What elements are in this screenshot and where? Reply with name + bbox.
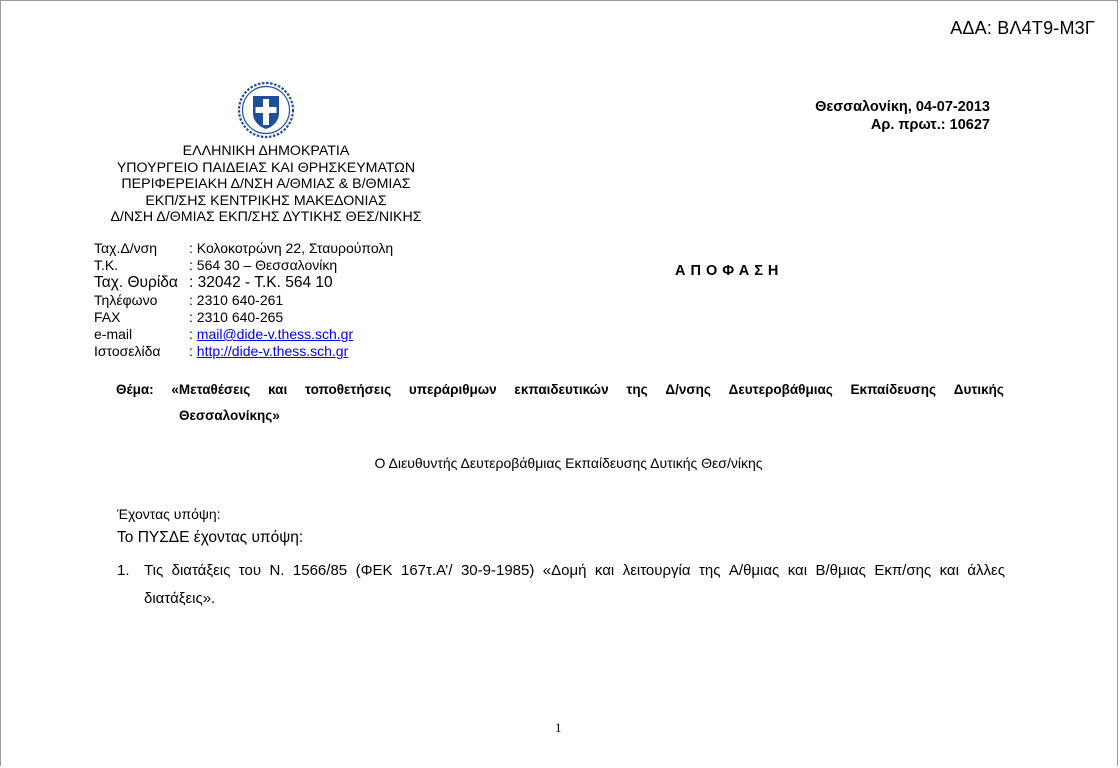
- contact-label: Ταχ.Δ/νση: [94, 240, 158, 256]
- subject-word: της: [626, 382, 648, 397]
- item-word: λειτουργία: [622, 562, 691, 579]
- org-line: ΠΕΡΙΦΕΡΕΙΑΚΗ Δ/ΝΣΗ Α/ΘΜΙΑΣ & Β/ΘΜΙΑΣ: [121, 176, 411, 193]
- subject-word: Θέμα:: [116, 382, 154, 397]
- subject-word: εκπαιδευτικών: [514, 382, 609, 397]
- item-word: 167τ.Α’/: [401, 562, 453, 579]
- item-word: «Δομή: [542, 562, 587, 579]
- item-word: Εκπ/σης: [874, 562, 932, 579]
- contact-value: : 32042 - Τ.Κ. 564 10: [189, 274, 333, 291]
- item-word: (ΦΕΚ: [355, 562, 393, 579]
- item-word: του: [238, 562, 262, 579]
- list-item: [117, 557, 1005, 613]
- contact-colon: :: [189, 326, 197, 342]
- contact-row-email: [94, 326, 393, 343]
- subject-line-2: Θεσσαλονίκης»: [179, 408, 280, 423]
- item-word: της: [698, 562, 721, 579]
- contact-label: Τ.Κ.: [94, 257, 119, 273]
- contact-value: : 2310 640-261: [189, 292, 284, 308]
- org-line: ΕΛΛΗΝΙΚΗ ΔΗΜΟΚΡΑΤΙΑ: [182, 143, 350, 159]
- item-word: άλλες: [967, 562, 1005, 579]
- contact-row-fax: [94, 309, 393, 326]
- contact-label: Τηλέφωνο: [94, 292, 158, 308]
- item-word: και: [594, 562, 615, 579]
- org-line: Δ/ΝΣΗ Δ/ΘΜΙΑΣ ΕΚΠ/ΣΗΣ ΔΥΤΙΚΗΣ ΘΕΣ/ΝΙΚΗΣ: [110, 209, 422, 226]
- director-heading: Ο Διευθυντής Δευτεροβάθμιας Εκπαίδευσης Δυτικής Θεσ/νίκης: [374, 455, 763, 471]
- item-word: Β/θμιας: [815, 562, 866, 579]
- item-word: 30-9-1985): [460, 562, 535, 579]
- subject-word: Δυτικής: [953, 382, 1004, 397]
- org-line: ΥΠΟΥΡΓΕΙΟ ΠΑΙΔΕΙΑΣ ΚΑΙ ΘΡΗΣΚΕΥΜΑΤΩΝ: [116, 159, 416, 176]
- greek-coat-of-arms-icon: [236, 80, 296, 140]
- subject-word: τοποθετήσεις: [304, 382, 392, 397]
- item-word: 1566/85: [292, 562, 348, 579]
- subject-word: και: [268, 382, 288, 397]
- place-date: Θεσσαλονίκη, 04-07-2013: [815, 99, 990, 115]
- subject-line-1: [116, 377, 1004, 403]
- item-word: Ν.: [269, 562, 285, 579]
- contact-value: : 2310 640-265: [189, 309, 284, 325]
- date-protocol-block: [815, 98, 990, 134]
- contact-row-postcode: [94, 257, 393, 274]
- list-item-line-2: διατάξεις».: [144, 590, 216, 607]
- subject-word: υπεράριθμων: [408, 382, 497, 397]
- subject-word: Εκπαίδευσης: [850, 382, 937, 397]
- ada-code: ΑΔΑ: ΒΛ4Τ9-Μ3Γ: [950, 18, 1095, 38]
- contact-colon: :: [189, 343, 197, 359]
- page-number: 1: [555, 720, 562, 735]
- subject-word: Δ/νσης: [665, 382, 711, 397]
- item-word: και: [787, 562, 808, 579]
- list-item-text: [144, 557, 1005, 585]
- pysde-having-regard: Το ΠΥΣΔΕ έχοντας υπόψη:: [117, 529, 304, 546]
- subject-word: Δευτεροβάθμιας: [728, 382, 833, 397]
- item-word: Τις: [144, 562, 164, 579]
- list-item-line-1: [117, 557, 1005, 585]
- list-item-number: 1.: [117, 562, 130, 579]
- contact-label: e-mail: [94, 326, 133, 342]
- email-link[interactable]: mail@dide-v.thess.sch.gr: [196, 326, 354, 342]
- subject-block: [116, 377, 1004, 429]
- contact-row-pobox: [94, 274, 393, 292]
- website-link[interactable]: http://dide-v.thess.sch.gr: [196, 343, 349, 359]
- contact-value: : 564 30 – Θεσσαλονίκη: [189, 257, 338, 273]
- org-line: ΕΚΠ/ΣΗΣ ΚΕΝΤΡΙΚΗΣ ΜΑΚΕΔΟΝΙΑΣ: [145, 192, 387, 209]
- subject-word: «Μεταθέσεις: [171, 382, 251, 397]
- contact-row-website: [94, 343, 393, 360]
- item-word: Α/θμιας: [728, 562, 780, 579]
- decision-title: ΑΠΟΦΑΣΗ: [675, 263, 784, 279]
- contact-row-phone: [94, 292, 393, 309]
- protocol-number: Αρ. πρωτ.: 10627: [870, 117, 990, 133]
- contact-label: FAX: [94, 309, 121, 325]
- having-regard-heading: Έχοντας υπόψη:: [117, 506, 221, 522]
- item-word: διατάξεις: [171, 562, 231, 579]
- contact-label: Ιστοσελίδα: [94, 343, 161, 359]
- contact-details: [94, 240, 393, 360]
- contact-value: : Κολοκοτρώνη 22, Σταυρούπολη: [189, 240, 394, 256]
- item-word: και: [939, 562, 959, 579]
- contact-label: Ταχ. Θυρίδα: [94, 274, 178, 291]
- contact-row-address: [94, 240, 393, 257]
- issuing-authority: [101, 143, 431, 226]
